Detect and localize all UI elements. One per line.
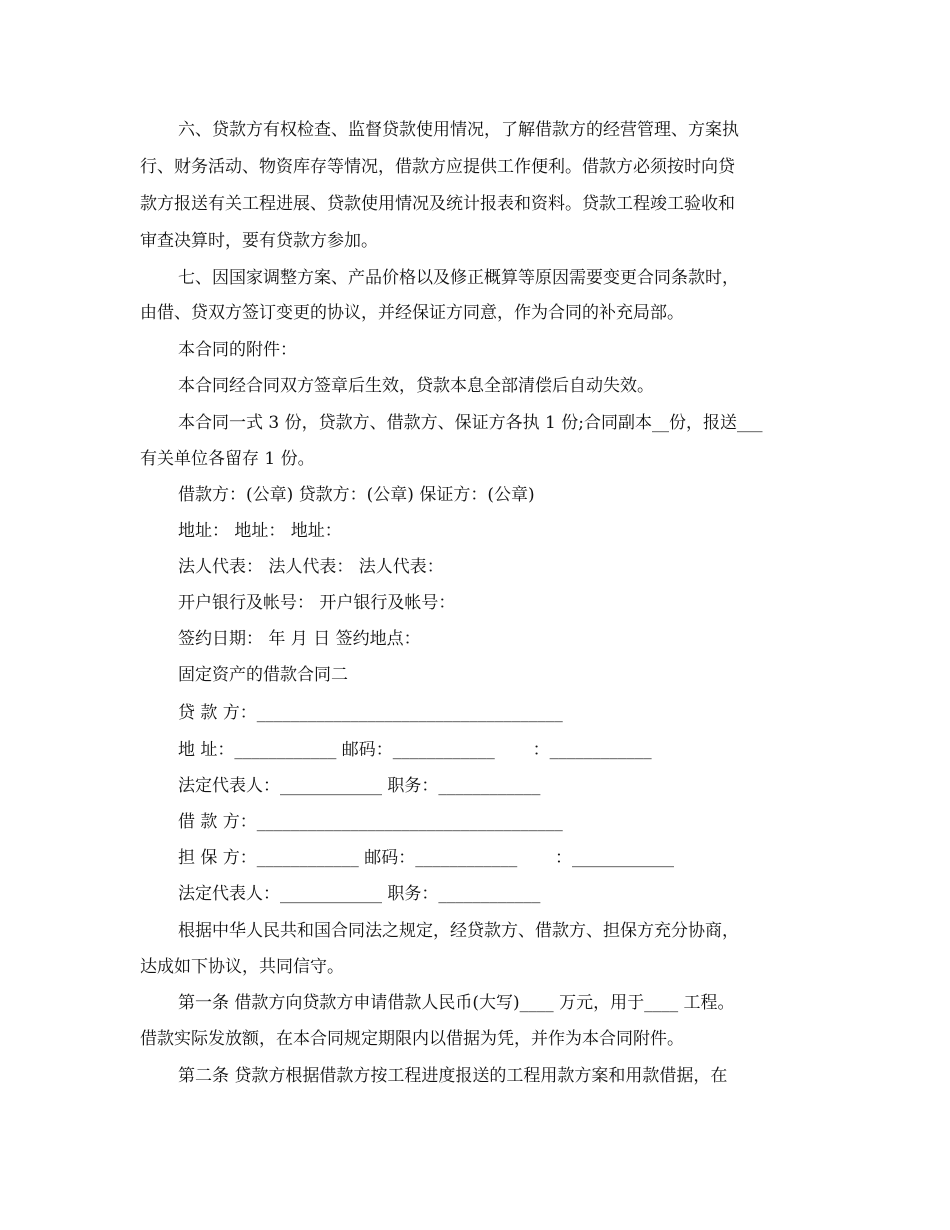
paragraph-7-line-2: 由借、贷双方签订变更的协议，并经保证方同意，作为合同的补充局部。: [140, 303, 684, 323]
paragraph-7-line-1: 七、因国家调整方案、产品价格以及修正概算等原因需要变更合同条款时，: [178, 268, 739, 288]
effective-clause: 本合同经合同双方签章后生效，贷款本息全部清偿后自动失效。: [178, 376, 654, 396]
article-1-line-2: 借款实际发放额，在本合同规定期限内以借据为凭，并作为本合同附件。: [140, 1029, 684, 1049]
paragraph-6-line-4: 审查决算时，要有贷款方参加。: [140, 231, 378, 251]
guarantor-representative-field: 法定代表人：____________ 职务：____________: [178, 884, 541, 904]
copies-clause-line-2: 有关单位各留存 1 份。: [140, 449, 315, 469]
paragraph-6-line-3: 款方报送有关工程进展、贷款使用情况及统计报表和资料。贷款工程竣工验收和: [140, 194, 735, 214]
signing-date-line: 签约日期： 年 月 日 签约地点：: [178, 629, 421, 649]
preamble-line-1: 根据中华人民共和国合同法之规定，经贷款方、借款方、担保方充分协商，: [178, 921, 739, 941]
lender-representative-field: 法定代表人：____________ 职务：____________: [178, 776, 541, 796]
signatories-address-line: 地址： 地址： 地址：: [178, 521, 342, 541]
attachments-heading: 本合同的附件：: [178, 340, 297, 360]
preamble-line-2: 达成如下协议，共同信守。: [140, 957, 344, 977]
article-1-line-1: 第一条 借款方向贷款方申请借款人民币(大写)____ 万元，用于____ 工程。: [178, 993, 735, 1013]
signatories-seal-line: 借款方：(公章) 贷款方：(公章) 保证方：(公章): [178, 485, 535, 505]
lender-address-field: 地 址：____________ 邮码：____________ ：____________: [178, 740, 652, 760]
paragraph-6-line-2: 行、财务活动、物资库存等情况，借款方应提供工作便利。借款方必须按时向贷: [140, 157, 735, 177]
borrower-field: 借 款 方：____________________________________: [178, 812, 563, 832]
guarantor-field: 担 保 方：____________ 邮码：____________ ：____________: [178, 848, 675, 868]
article-2-line-1: 第二条 贷款方根据借款方按工程进度报送的工程用款方案和用款借据，在: [178, 1066, 728, 1086]
signatories-bank-line: 开户银行及帐号： 开户银行及帐号：: [178, 593, 456, 613]
copies-clause-line-1: 本合同一式 3 份，贷款方、借款方、保证方各执 1 份;合同副本__份，报送___: [178, 413, 763, 433]
paragraph-6-line-1: 六、贷款方有权检查、监督贷款使用情况，了解借款方的经营管理、方案执: [178, 120, 739, 140]
contract-two-title: 固定资产的借款合同二: [178, 665, 348, 685]
lender-field: 贷 款 方：____________________________________: [178, 703, 563, 723]
signatories-representative-line: 法人代表： 法人代表： 法人代表：: [178, 557, 444, 577]
